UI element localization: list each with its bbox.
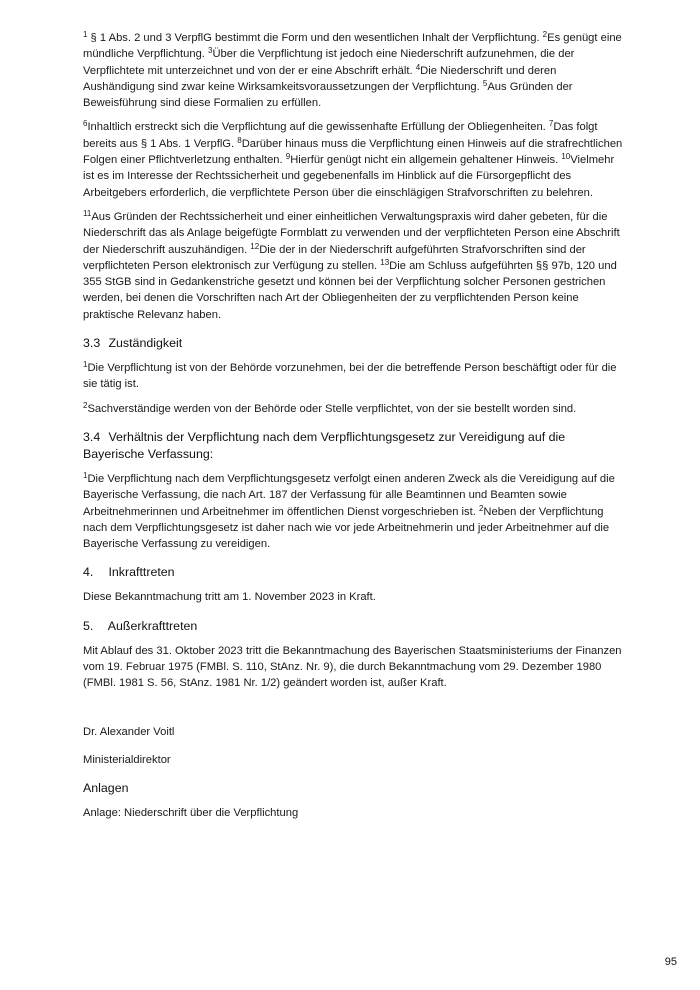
sentence-number: 2: [478, 503, 484, 513]
section-number: 5.: [83, 618, 94, 633]
sentence-text: Die der in der Niederschrift aufgeführten Strafvorschriften sind der verpflichteten Person elektronisch zur Verfügung zu stellen.: [83, 243, 586, 272]
sentence-text: Aus Gründen der Beweisführung sind diese Formalien zu erfüllen.: [83, 80, 573, 110]
section-title: Zuständigkeit: [108, 336, 183, 351]
section-4-text: Diese Bekanntmachung tritt am 1. November 2023 in Kraft.: [83, 591, 376, 604]
section-title: Verhältnis der Verpflichtung nach dem Verpflichtungsgesetz zur Vereidigung auf die Bayerische Verfassung:: [83, 429, 566, 461]
paragraph: [83, 209, 623, 323]
paragraph: [83, 471, 623, 552]
section-5-text: Mit Ablauf des 31. Oktober 2023 tritt die Bekanntmachung des Bayerischen Staatsministeriums der Finanzen vom 19. Februar 1975 (FMBl. S. 110, StAnz. Nr. 9), die durch Bekanntmachung vom 29. Dezember 1980 (FMBl. 1981 S. 56, StAnz. 1981 Nr. 1/2) geändert worden ist, außer Kraft.: [83, 644, 622, 690]
sentence-text: Das folgt bereits aus § 1 Abs. 1 VerpflG.: [83, 121, 598, 150]
section-heading-5: [83, 618, 623, 635]
sentence-text: Die Verpflichtung ist von der Behörde vorzunehmen, bei der die betreffende Person beschäftigt oder für die sie tätig ist.: [83, 362, 617, 391]
section-heading-3-3: [83, 335, 623, 352]
intro-paragraphs: [83, 30, 623, 323]
section-heading-3-4: [83, 429, 623, 463]
sentence-text: Sachverständige werden von der Behörde oder Stelle verpflichtet, von der sie bestellt worden sind.: [87, 402, 577, 415]
sentence-text: Neben der Verpflichtung nach dem Verpflichtungsgesetz ist daher nach wie vor jede Arbeitnehmerin und jeder Arbeitnehmer auf die Bayerische Verfassung zu vereidigen.: [83, 505, 610, 551]
section-title: Inkrafttreten: [108, 565, 175, 580]
sentence-number: 10: [561, 152, 571, 162]
sentence-number: 2: [83, 400, 88, 410]
section-number: 4.: [83, 565, 94, 580]
sentence-text: Es genügt eine mündliche Verpflichtung.: [83, 32, 622, 61]
sentence-number: 1: [83, 30, 88, 39]
sentence-number: 7: [548, 119, 554, 129]
section-3-3-body: [83, 360, 623, 417]
sentence-number: 4: [415, 62, 421, 72]
sentence-number: 12: [250, 241, 260, 251]
sentence-number: 1: [83, 470, 88, 480]
sentence-text: Die Niederschrift und deren Aushändigung sind zwar keine Wirksamkeitsvoraussetzungen der Verpflichtung.: [83, 64, 557, 93]
sentence-text: Inhaltlich erstreckt sich die Verpflichtung auf die gewissenhafte Erfüllung der Obliegenheiten.: [87, 121, 549, 134]
section-heading-4: [83, 564, 623, 581]
paragraph: [83, 401, 623, 417]
sentence-number: 13: [380, 257, 390, 267]
section-number: 3.4: [83, 429, 101, 444]
section-number: 3.3: [83, 336, 101, 351]
section-title: Außerkrafttreten: [107, 618, 198, 633]
paragraph: [83, 360, 623, 393]
paragraph: [83, 30, 623, 111]
sentence-text: Aus Gründen der Rechtssicherheit und einer einheitlichen Verwaltungspraxis wird daher gebeten, für die Niederschrift das als Anlage beigefügte Formblatt zu verwenden und der verpflichteten Person eine Abschrift der Niederschrift auszuhändigen.: [83, 210, 620, 256]
sentence-number: 3: [208, 46, 213, 56]
section-3-4-body: [83, 471, 623, 552]
sentence-number: 9: [285, 152, 291, 162]
sentence-text: Vielmehr ist es im Interesse der Rechtssicherheit und gegebenenfalls im Hinblick auf die Fürsorgepflicht des Arbeitgebers erforderlich, die verpflichtete Person über die einschlägigen Strafvorschriften zu belehren.: [83, 154, 615, 199]
sentence-number: 6: [83, 119, 88, 129]
sentence-text: Die am Schluss aufgeführten §§ 97b, 120 und 355 StGB sind in Gedankenstriche gesetzt und können bei der Verpflichtung solcher Personen gestrichen werden, bei denen die Vorschriften nach Art der Obliegenheiten der zu verpflichtenden Person keine praktische Relevanz haben.: [83, 259, 617, 321]
signatory-role: Ministerialdirektor: [83, 753, 171, 766]
sentence-number: 2: [542, 30, 548, 39]
sentence-number: 8: [237, 135, 242, 145]
sentence-text: Darüber hinaus muss die Verpflichtung einen Hinweis auf die strafrechtlichen Folgen einer Pflichtverletzung enthalten.: [83, 137, 623, 167]
attachments-heading: Anlagen: [83, 781, 129, 796]
attachments-text: Anlage: Niederschrift über die Verpflichtung: [83, 807, 299, 820]
sentence-text: § 1 Abs. 2 und 3 VerpflG bestimmt die Form und den wesentlichen Inhalt der Verpflichtung.: [87, 32, 543, 44]
sentence-text: Über die Verpflichtung ist jedoch eine Niederschrift aufzunehmen, die der Verpflichtete mit unterzeichnet und von der er eine Abschrift erhält.: [83, 48, 575, 77]
sentence-number: 11: [83, 208, 92, 218]
sentence-number: 1: [83, 360, 88, 370]
page-number: 95: [664, 956, 677, 968]
signature-block: [83, 724, 623, 769]
page-content: [83, 30, 623, 822]
sentence-text: Die Verpflichtung nach dem Verpflichtungsgesetz verfolgt einen anderen Zweck als die Vereidigung auf die Bayerische Verfassung, die nach Art. 187 der Verfassung für alle Beamtinnen und Beamten sowie Arbeitnehmerinnen und Arbeitnehmer im öffentlichen Dienst vorgeschrieben ist.: [83, 472, 615, 518]
sentence-text: Hierfür genügt nicht ein allgemein gehaltener Hinweis.: [290, 154, 562, 167]
sentence-number: 5: [482, 78, 488, 88]
signatory-name: Dr. Alexander Voitl: [83, 725, 175, 738]
paragraph: [83, 119, 623, 200]
